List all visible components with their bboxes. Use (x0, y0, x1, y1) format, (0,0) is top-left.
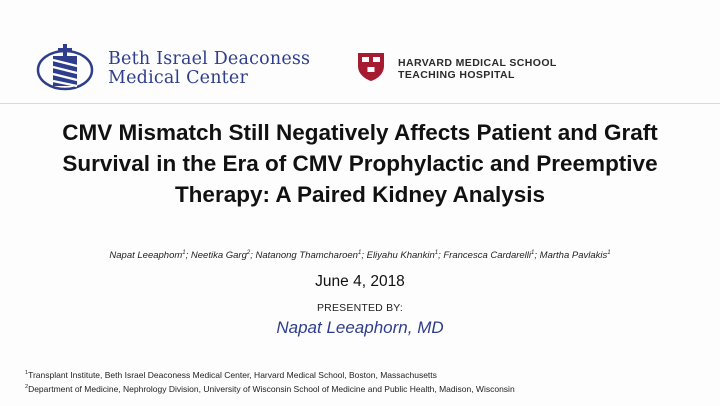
affiliation-1 (25, 370, 437, 380)
affiliation-2 (25, 384, 515, 394)
affiliation-number: 1 (25, 370, 29, 377)
author-name: Napat Leeaphom (109, 250, 183, 262)
affiliation-number: 2 (25, 384, 29, 391)
author-name: Francesca Cardarelli (443, 250, 532, 262)
presenter-name: Napat Leeaphorn, MD (276, 318, 444, 337)
author-name: Neetika Garg (190, 250, 247, 262)
harvard-shield-icon (357, 52, 385, 82)
author-affil: 1 (357, 250, 362, 256)
bidmc-logo-icon (36, 40, 94, 92)
author-name: Eliyahu Khankin (366, 250, 435, 262)
hms-name (398, 57, 557, 81)
bidmc-name (108, 50, 310, 88)
hms-name-line2: TEACHING HOSPITAL (398, 69, 515, 81)
author-name: Martha Pavlakis (539, 250, 608, 262)
bidmc-name-line2: Medical Center (108, 68, 249, 88)
author-affil: 2 (246, 250, 251, 256)
author-affil: 1 (531, 250, 535, 256)
presentation-date: June 4, 2018 (315, 273, 405, 290)
author-affil: 1 (182, 250, 186, 256)
presented-by-label: PRESENTED BY: (316, 302, 404, 314)
author-list: Napat Leeaphom$^1$; Neetika Garg$^2$; Natanong Thamcharoen$^1$; Eliyahu Khankin$^1$; Francesca Cardarelli$^1$; Martha Pavlakis$^1$ (109, 250, 611, 262)
bidmc-name-line1: Beth Israel Deaconess (108, 49, 311, 69)
header-divider (0, 103, 720, 104)
author-affil: 1 (607, 250, 611, 256)
affiliation-text: Department of Medicine, Nephrology Division, University of Wisconsin School of Medicine and Public Health, Madison, Wisconsin (28, 384, 515, 394)
hms-name-line1: HARVARD MEDICAL SCHOOL (398, 57, 557, 69)
affiliation-text: Transplant Institute, Beth Israel Deaconess Medical Center, Harvard Medical School, Boston, Massachusetts (28, 370, 437, 380)
author-name: Natanong Thamcharoen (255, 250, 358, 262)
author-affil: 1 (434, 250, 439, 256)
slide-title: CMV Mismatch Still Negatively Affects Patient and Graft Survival in the Era of CMV Prophylactic and Preemptive Therapy: A Paired Kidney Analysis (62, 120, 658, 207)
